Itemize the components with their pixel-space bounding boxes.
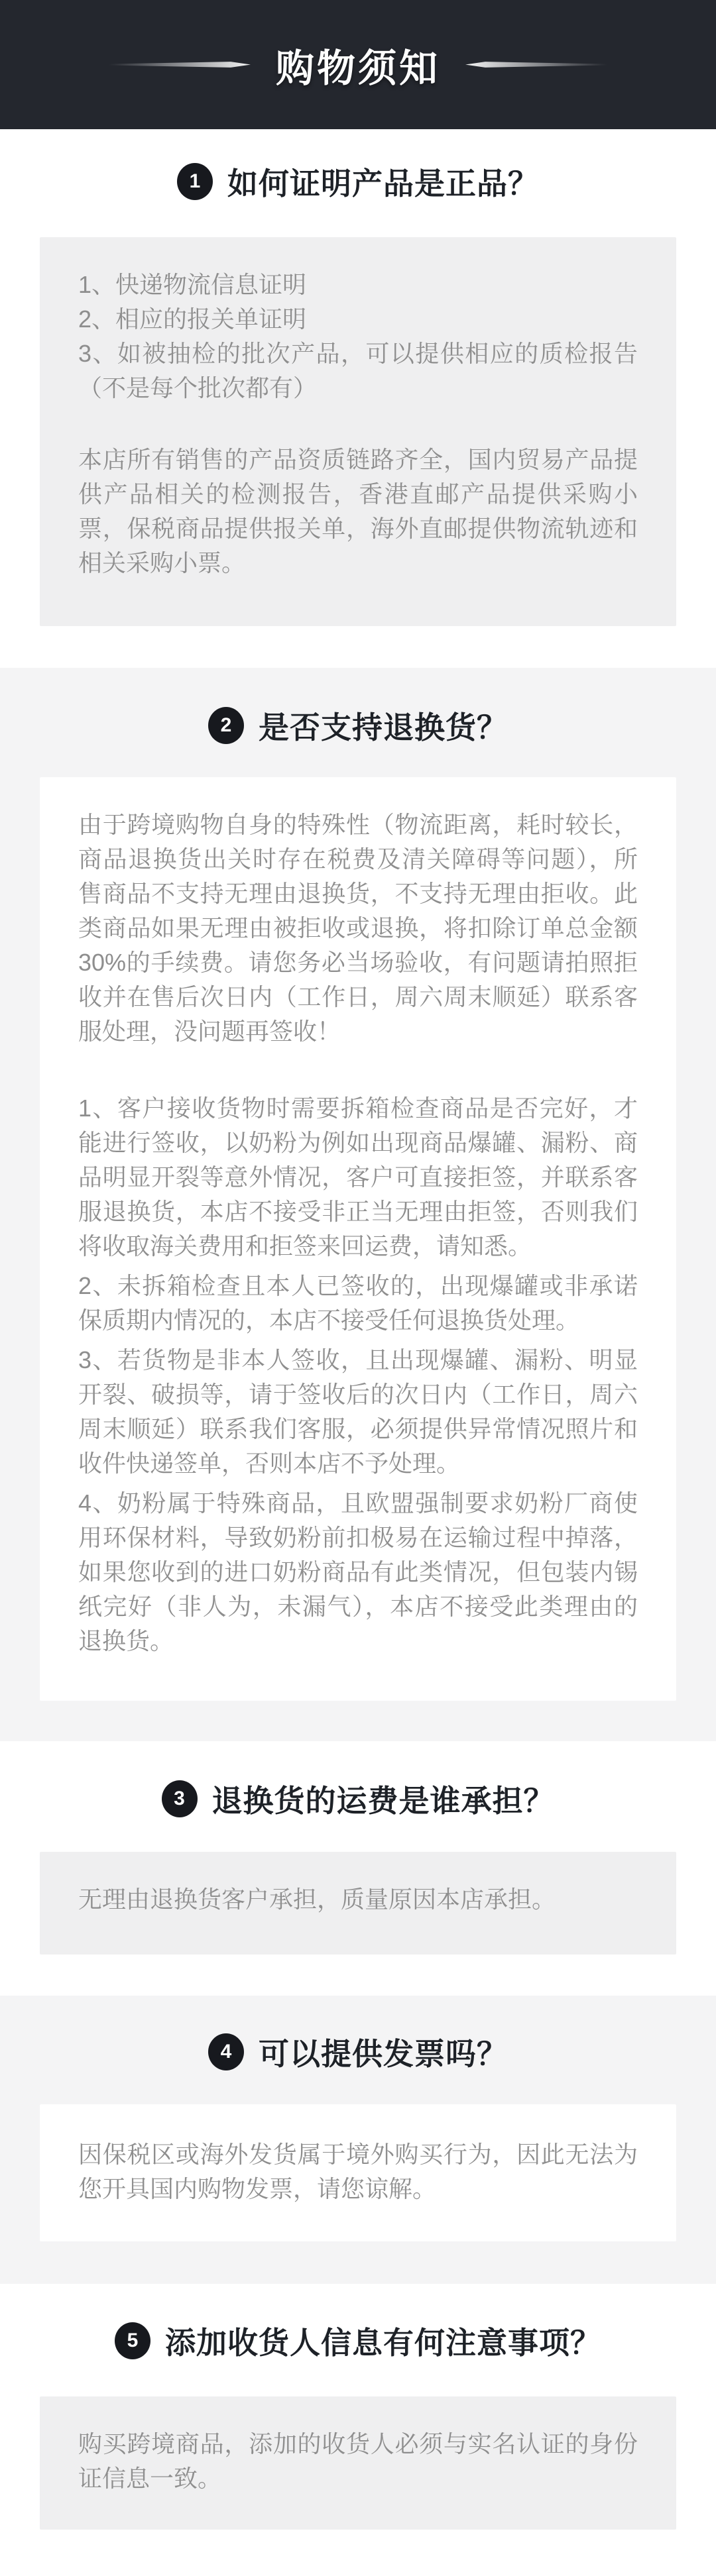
section-4-content-box xyxy=(40,2104,676,2241)
page-header xyxy=(0,0,716,129)
section-5-paragraph-1: 购买跨境商品，添加的收货人必须与实名认证的身份证信息一致。 xyxy=(78,2430,638,2492)
section-4-paragraph-1: 因保税区或海外发货属于境外购买行为，因此无法为您开具国内购物发票，请您谅解。 xyxy=(78,2141,638,2202)
section-2-number-badge: 2 xyxy=(208,707,244,744)
section-4-title xyxy=(0,2033,716,2070)
header-divider-left-icon xyxy=(109,61,251,69)
section-1-paragraph-1: 1、快递物流信息证明 xyxy=(78,271,307,298)
section-5-content-box xyxy=(40,2396,676,2530)
section-1-paragraph-4: 本店所有销售的产品资质链路齐全，国内贸易产品提供产品相关的检测报告，香港直邮产品提供采购小票，保税商品提供报关单，海外直邮提供物流轨迹和相关采购小票。 xyxy=(78,446,638,576)
section-2-title xyxy=(0,707,716,744)
section-1-number-badge: 1 xyxy=(177,163,213,200)
section-5-title xyxy=(0,2322,716,2359)
header-divider-right-icon xyxy=(465,61,607,69)
section-2-content-box xyxy=(40,777,676,1701)
section-2-paragraph-3: 2、未拆箱检查且本人已签收的，出现爆罐或非承诺保质期内情况的，本店不接受任何退换货处理。 xyxy=(78,1272,638,1334)
section-2-paragraph-4: 3、若货物是非本人签收，且出现爆罐、漏粉、明显开裂、破损等，请于签收后的次日内（工作日，周六周末顺延）联系我们客服，必须提供异常情况照片和收件快递签单，否则本店不予处理。 xyxy=(78,1346,638,1477)
section-4-number-badge: 4 xyxy=(208,2033,244,2070)
section-3-title-text: 退换货的运费是谁承担？ xyxy=(211,1784,555,1818)
section-3-content-box xyxy=(40,1852,676,1955)
section-5-number-badge: 5 xyxy=(115,2322,150,2359)
section-1-content-box xyxy=(40,237,676,626)
section-5-title-text: 添加收货人信息有何注意事项？ xyxy=(165,2326,601,2360)
section-2-paragraph-5: 4、奶粉属于特殊商品，且欧盟强制要求奶粉厂商使用环保材料，导致奶粉前扣极易在运输过程中掉落，如果您收到的进口奶粉商品有此类情况，但包装内锡纸完好（非人为，未漏气），本店不接受此类理由的退换货。 xyxy=(78,1489,638,1654)
section-1-paragraph-3: 3、如被抽检的批次产品，可以提供相应的质检报告（不是每个批次都有） xyxy=(78,340,638,402)
section-4-title-text: 可以提供发票吗？ xyxy=(259,2037,508,2071)
section-3-title xyxy=(0,1780,716,1817)
section-1-title xyxy=(0,163,716,200)
section-2-title-text: 是否支持退换货？ xyxy=(259,710,508,745)
section-1-paragraph-2: 2、相应的报关单证明 xyxy=(78,305,307,333)
section-3-paragraph-1: 无理由退换货客户承担，质量原因本店承担。 xyxy=(78,1886,556,1913)
section-2-paragraph-2: 1、客户接收货物时需要拆箱检查商品是否完好，才能进行签收，以奶粉为例如出现商品爆罐、漏粉、商品明显开裂等意外情况，客户可直接拒签，并联系客服退换货，本店不接受非正当无理由拒签，否则我们将收取海关费用和拒签来回运费，请知悉。 xyxy=(78,1095,638,1260)
section-2-paragraph-1: 由于跨境购物自身的特殊性（物流距离，耗时较长，商品退换货出关时存在税费及清关障碍等问题），所售商品不支持无理由退换货，不支持无理由拒收。此类商品如果无理由被拒收或退换，将扣除订单总金额30%的手续费。请您务必当场验收，有问题请拍照拒收并在售后次日内（工作日，周六周末顺延）联系客服处理，没问题再签收！ xyxy=(78,811,638,1045)
page-title: 购物须知 xyxy=(275,46,440,90)
section-1-title-text: 如何证明产品是正品？ xyxy=(227,166,539,201)
section-3-number-badge: 3 xyxy=(162,1780,198,1817)
